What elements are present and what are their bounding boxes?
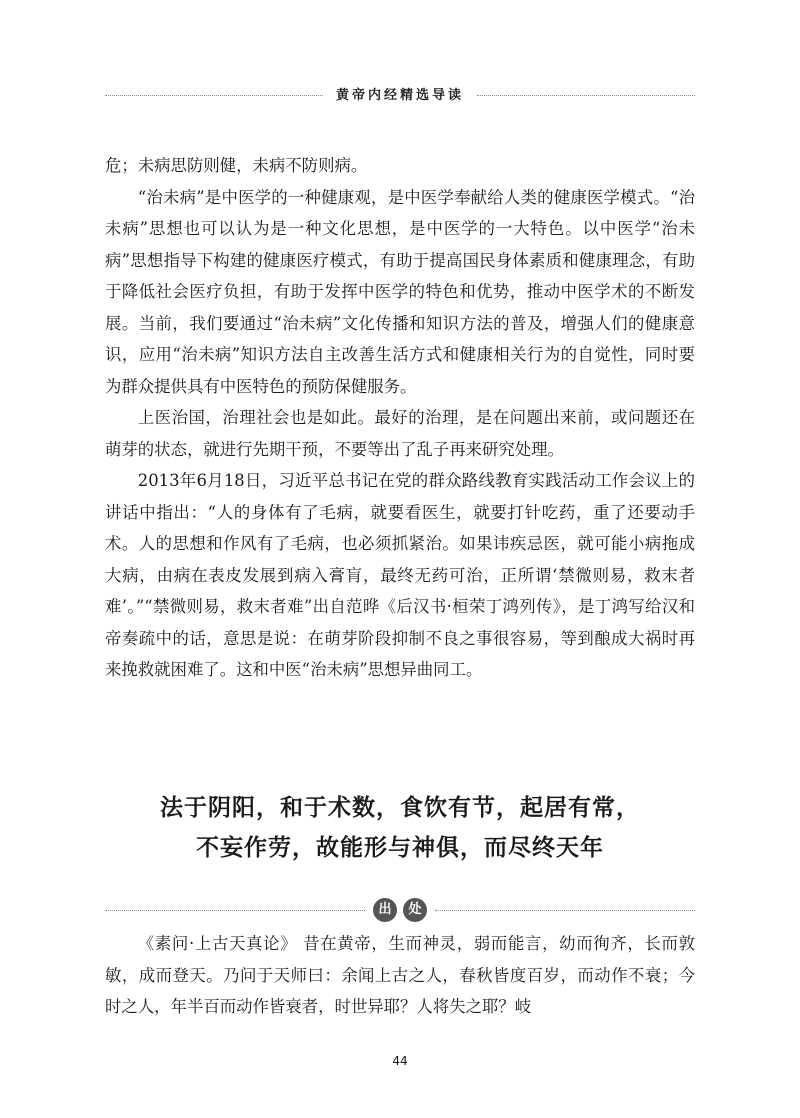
header-rule-right bbox=[477, 95, 695, 96]
source-badge-char-1: 出 bbox=[373, 898, 397, 922]
section-heading bbox=[105, 788, 695, 868]
source-text bbox=[105, 928, 695, 1023]
source-heading-row bbox=[105, 898, 695, 924]
paragraph: 上医治国，治理社会也是如此。最好的治理，是在问题出来前，或问题还在萌芽的状态，就进行先期干预，不要等出了乱子再来研究处理。 bbox=[105, 408, 695, 459]
paragraph: 2013年6月18日，习近平总书记在党的群众路线教育实践活动工作会议上的讲话中指出：“人的身体有了毛病，就要看医生，就要打针吃药，重了还要动手术。人的思想和作风有了毛病，也必须抓紧治。如果讳疾忌医，就可能小病拖成大病，由病在表皮发展到病入膏肓，最终无药可治，正所谓‘禁微则易，救末者难’。”“禁微则易，救末者难”出自范晔《后汉书·桓荣丁鸿列传》，是丁鸿写给汉和帝奏疏中的话，意思是说：在萌芽阶段抑制不良之事很容易，等到酿成大祸时再来挽救就困难了。这和中医“治未病”思想异曲同工。 bbox=[105, 471, 695, 679]
book-title: 黄帝内经精选导读 bbox=[335, 88, 464, 103]
source-rule-left bbox=[105, 910, 365, 911]
paragraph: “治未病”是中医学的一种健康观，是中医学奉献给人类的健康医学模式。“治未病”思想也可以认为是一种文化思想，是中医学的一大特色。以中医学“治未病”思想指导下构建的健康医疗模式，有助于提高国民身体素质和健康理念，有助于降低社会医疗负担，有助于发挥中医学的特色和优势，推动中医学术的不断发展。当前，我们要通过“治未病”文化传播和知识方法的普及，增强人们的健康意识，应用“治未病”知识方法自主改善生活方式和健康相关行为的自觉性，同时要为群众提供具有中医特色的预防保健服务。 bbox=[105, 187, 695, 396]
paragraph-continuation: 危；未病思防则健，未病不防则病。 bbox=[105, 156, 368, 175]
source-rule-right bbox=[435, 910, 695, 911]
main-text bbox=[105, 150, 695, 686]
section-heading-line-1: 法于阴阳，和于术数，食饮有节，起居有常， bbox=[160, 794, 640, 821]
source-heading bbox=[373, 898, 427, 924]
page-number: 44 bbox=[392, 1054, 408, 1068]
running-header bbox=[105, 84, 695, 108]
source-paragraph: 《素问·上古天真论》 昔在黄帝，生而神灵，弱而能言，幼而徇齐，长而敦敏，成而登天。乃问于天师曰：余闻上古之人，春秋皆度百岁，而动作不衰；今时之人，年半百而动作皆衰者，时世异耶？人将失之耶？岐 bbox=[105, 934, 695, 1016]
section-heading-line-2: 不妄作劳，故能形与神俱，而尽终天年 bbox=[196, 834, 604, 861]
source-badge-char-2: 处 bbox=[403, 898, 427, 922]
